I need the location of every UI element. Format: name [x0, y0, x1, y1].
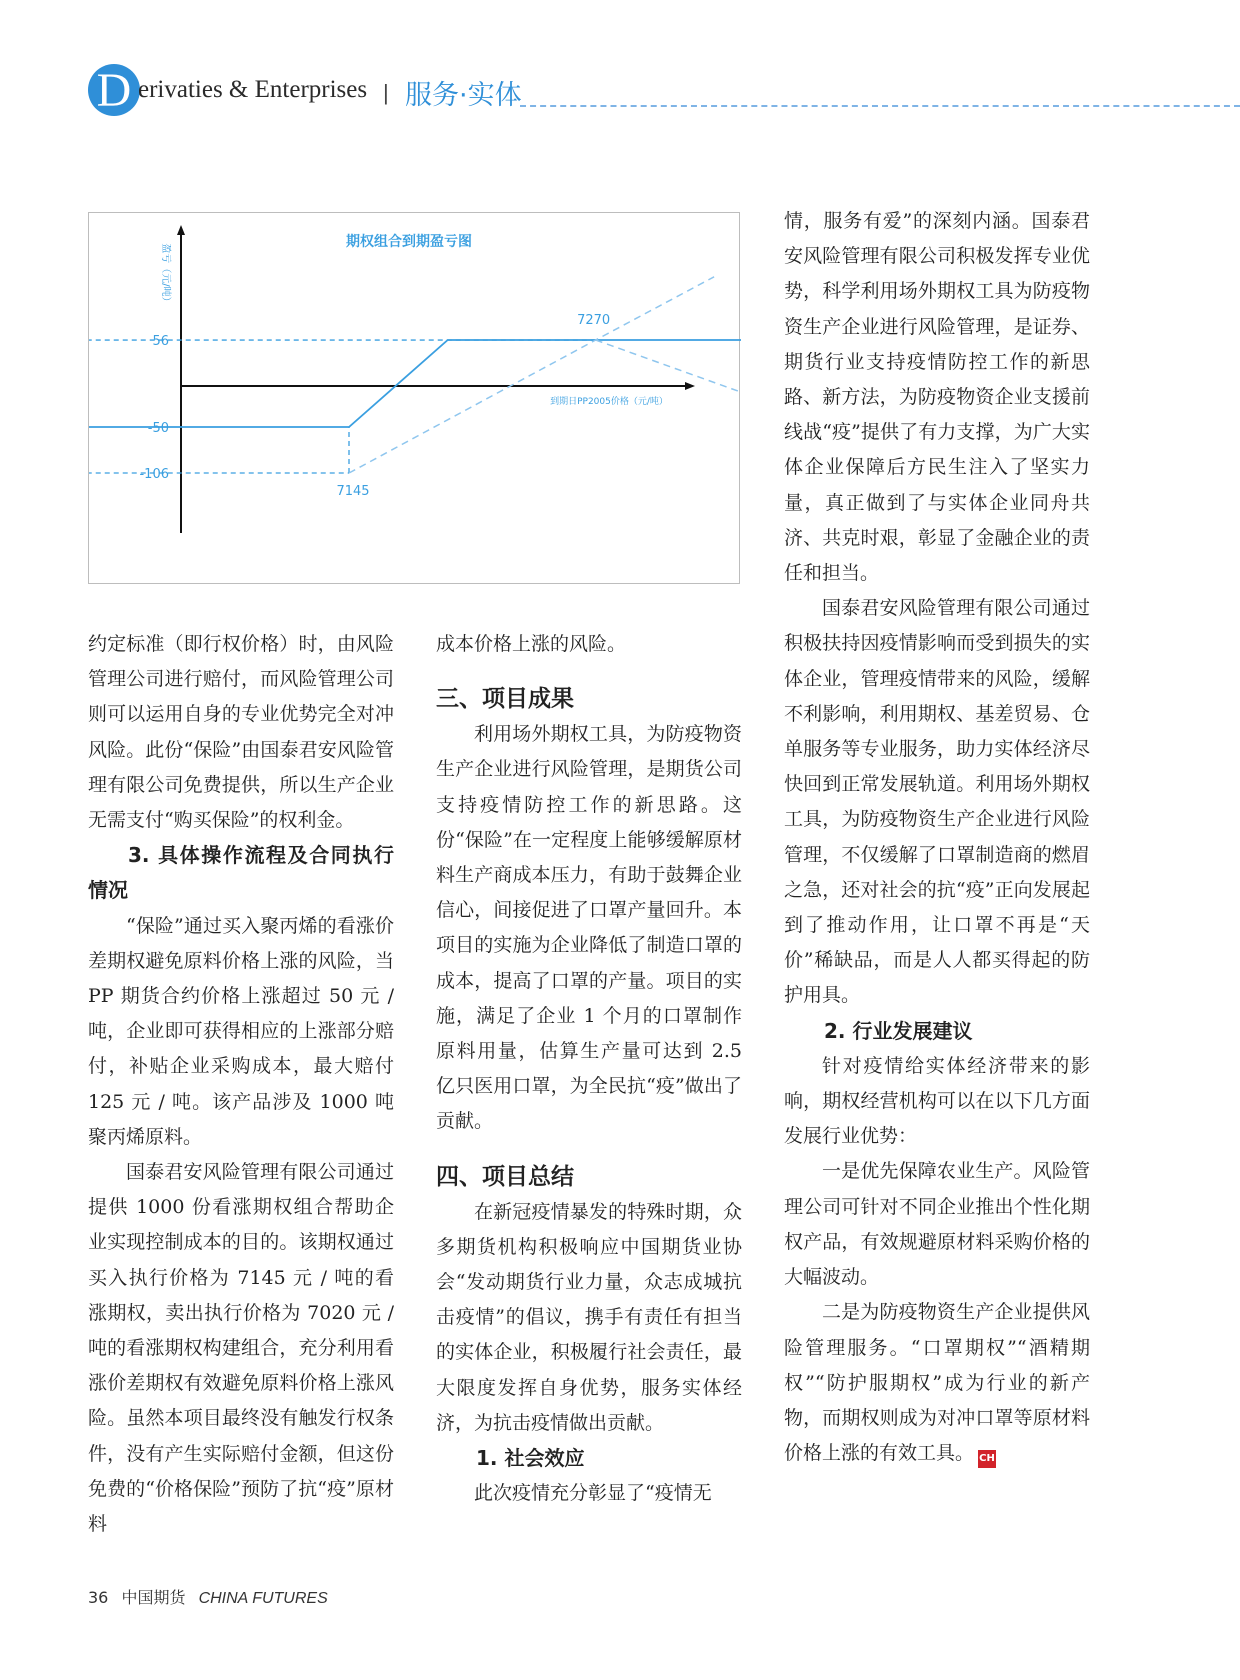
subsection-heading: 3. 具体操作流程及合同执行情况 — [88, 843, 394, 903]
paragraph: 国泰君安风险管理有限公司通过积极扶持因疫情影响而受到损失的实体企业，管理疫情带来的风险，缓解不利影响，利用期权、基差贸易、仓单服务等专业服务，助力实体经济尽快回到正常发展轨道。利用场外期权工具，为防疫物资生产企业进行风险管理，不仅缓解了口罩制造商的燃眉之急，还对社会的抗“疫”正向发展起到了推动作用，让口罩不再是“天价”稀缺品，而是人人都买得起的防护用具。 — [784, 597, 1090, 1007]
article-end-icon: CH — [978, 1450, 996, 1468]
paragraph: 成本价格上涨的风险。 — [436, 633, 627, 655]
y-axis-arrow — [177, 225, 185, 235]
magazine-logo — [88, 64, 140, 116]
text-column-2 — [436, 627, 742, 1511]
series-line-2 — [349, 277, 714, 473]
subsection-heading: 2. 行业发展建议 — [824, 1018, 973, 1043]
x-axis-label: 到期日PP2005价格（元/吨） — [550, 397, 668, 407]
magazine-name-cn: 中国期货 — [121, 1588, 186, 1607]
page-header — [0, 0, 1240, 120]
header-dashed-rule — [520, 105, 1240, 107]
column-title: erivaties & Enterprises — [138, 76, 368, 103]
subsection-heading: 1. 社会效应 — [476, 1446, 585, 1471]
paragraph — [784, 1295, 1090, 1471]
chart-title: 期权组合到期盈亏图 — [346, 234, 472, 250]
paragraph: 利用场外期权工具，为防疫物资生产企业进行风险管理，是期货公司支持疫情防控工作的新思路。这份“保险”在一定程度上能够缓解原材料生产商成本压力，有助于鼓舞企业信心，间接促进了口罩产量回升。本项目的实施为企业降低了制造口罩的成本，提高了口罩的产量。项目的实施，满足了企业 1 个月的口罩制作原料用量，估算生产量可达到 2.5 亿只医用口罩，为全民抗“疫”做出了贡献。 — [436, 723, 742, 1133]
y-axis-label: 盈亏（元/吨） — [160, 243, 171, 307]
series-line-1 — [89, 340, 741, 427]
payoff-chart — [89, 213, 741, 585]
section-heading: 三、项目成果 — [436, 686, 574, 713]
page-footer — [88, 1585, 328, 1608]
paragraph-text: 二是为防疫物资生产企业提供风险管理服务。“口罩期权”“酒精期权”“防护服期权”成为行业的新产物，而期权则成为对冲口罩等原材料价格上涨的有效工具。 — [784, 1301, 1090, 1465]
x-axis-arrow — [685, 382, 695, 390]
text-column-3 — [784, 204, 1090, 1471]
payoff-chart-figure — [88, 212, 740, 584]
paragraph: 一是优先保障农业生产。风险管理公司可针对不同企业推出个性化期权产品，有效规避原材料采购价格的大幅波动。 — [784, 1160, 1090, 1289]
paragraph: 情，服务有爱”的深刻内涵。国泰君安风险管理有限公司积极发挥专业优势，科学利用场外期权工具为防疫物资生产企业进行风险管理，是证券、期货行业支持疫情防控工作的新思路、新方法，为防疫物资企业支援前线战“疫”提供了有力支撑，为广大实体企业保障后方民生注入了坚实力量，真正做到了与实体企业同舟共济、共克时艰，彰显了金融企业的责任和担当。 — [784, 210, 1090, 585]
logo-letter: D — [96, 64, 132, 117]
paragraph: 此次疫情充分彰显了“疫情无 — [474, 1482, 712, 1505]
header-separator: | — [383, 80, 389, 105]
paragraph: 针对疫情给实体经济带来的影响，期权经营机构可以在以下几方面发展行业优势： — [784, 1054, 1090, 1148]
chart-plot-area — [89, 225, 741, 533]
strike-price-label: 7145 — [336, 484, 370, 499]
section-heading: 四、项目总结 — [436, 1163, 574, 1190]
paragraph: 国泰君安风险管理有限公司通过提供 1000 份看涨期权组合帮助企业实现控制成本的目的。该期权通过买入执行价格为 7145 元 / 吨的看涨期权，卖出执行价格为 7020 元 / 吨的看涨期权构建组合，充分利用看涨价差期权有效避免原料价格上涨风险。虽然本项目最终没有触发行权条件，没有产生实际赔付金额，但这份免费的“价格保险”预防了抗“疫”原材料 — [88, 1161, 394, 1536]
paragraph: 在新冠疫情暴发的特殊时期，众多期货机构积极响应中国期货业协会“发动期货行业力量，众志成城抗击疫情”的倡议，携手有责任有担当的实体企业，积极履行社会责任，最大限度发挥自身优势，服务实体经济，为抗击疫情做出贡献。 — [436, 1200, 742, 1434]
strike-price-label: 7270 — [577, 313, 611, 329]
page-number: 36 — [88, 1588, 109, 1607]
text-column-1 — [88, 627, 394, 1542]
y-tick-label: -106 — [139, 467, 169, 482]
y-tick-label: 56 — [152, 334, 169, 350]
paragraph: “保险”通过买入聚丙烯的看涨价差期权避免原料价格上涨的风险，当 PP 期货合约价格上涨超过 50 元 / 吨，企业即可获得相应的上涨部分赔付，补贴企业采购成本，最大赔付 125 元 / 吨。该产品涉及 1000 吨聚丙烯原料。 — [88, 914, 394, 1148]
magazine-name-en: CHINA FUTURES — [198, 1590, 328, 1607]
y-tick-label: -50 — [147, 421, 169, 437]
section-label: 服务·实体 — [405, 80, 522, 111]
paragraph: 约定标准（即行权价格）时，由风险管理公司进行赔付，而风险管理公司则可以运用自身的专业优势完全对冲风险。此份“保险”由国泰君安风险管理有限公司免费提供，所以生产企业无需支付“购买保险”的权利金。 — [88, 633, 394, 832]
